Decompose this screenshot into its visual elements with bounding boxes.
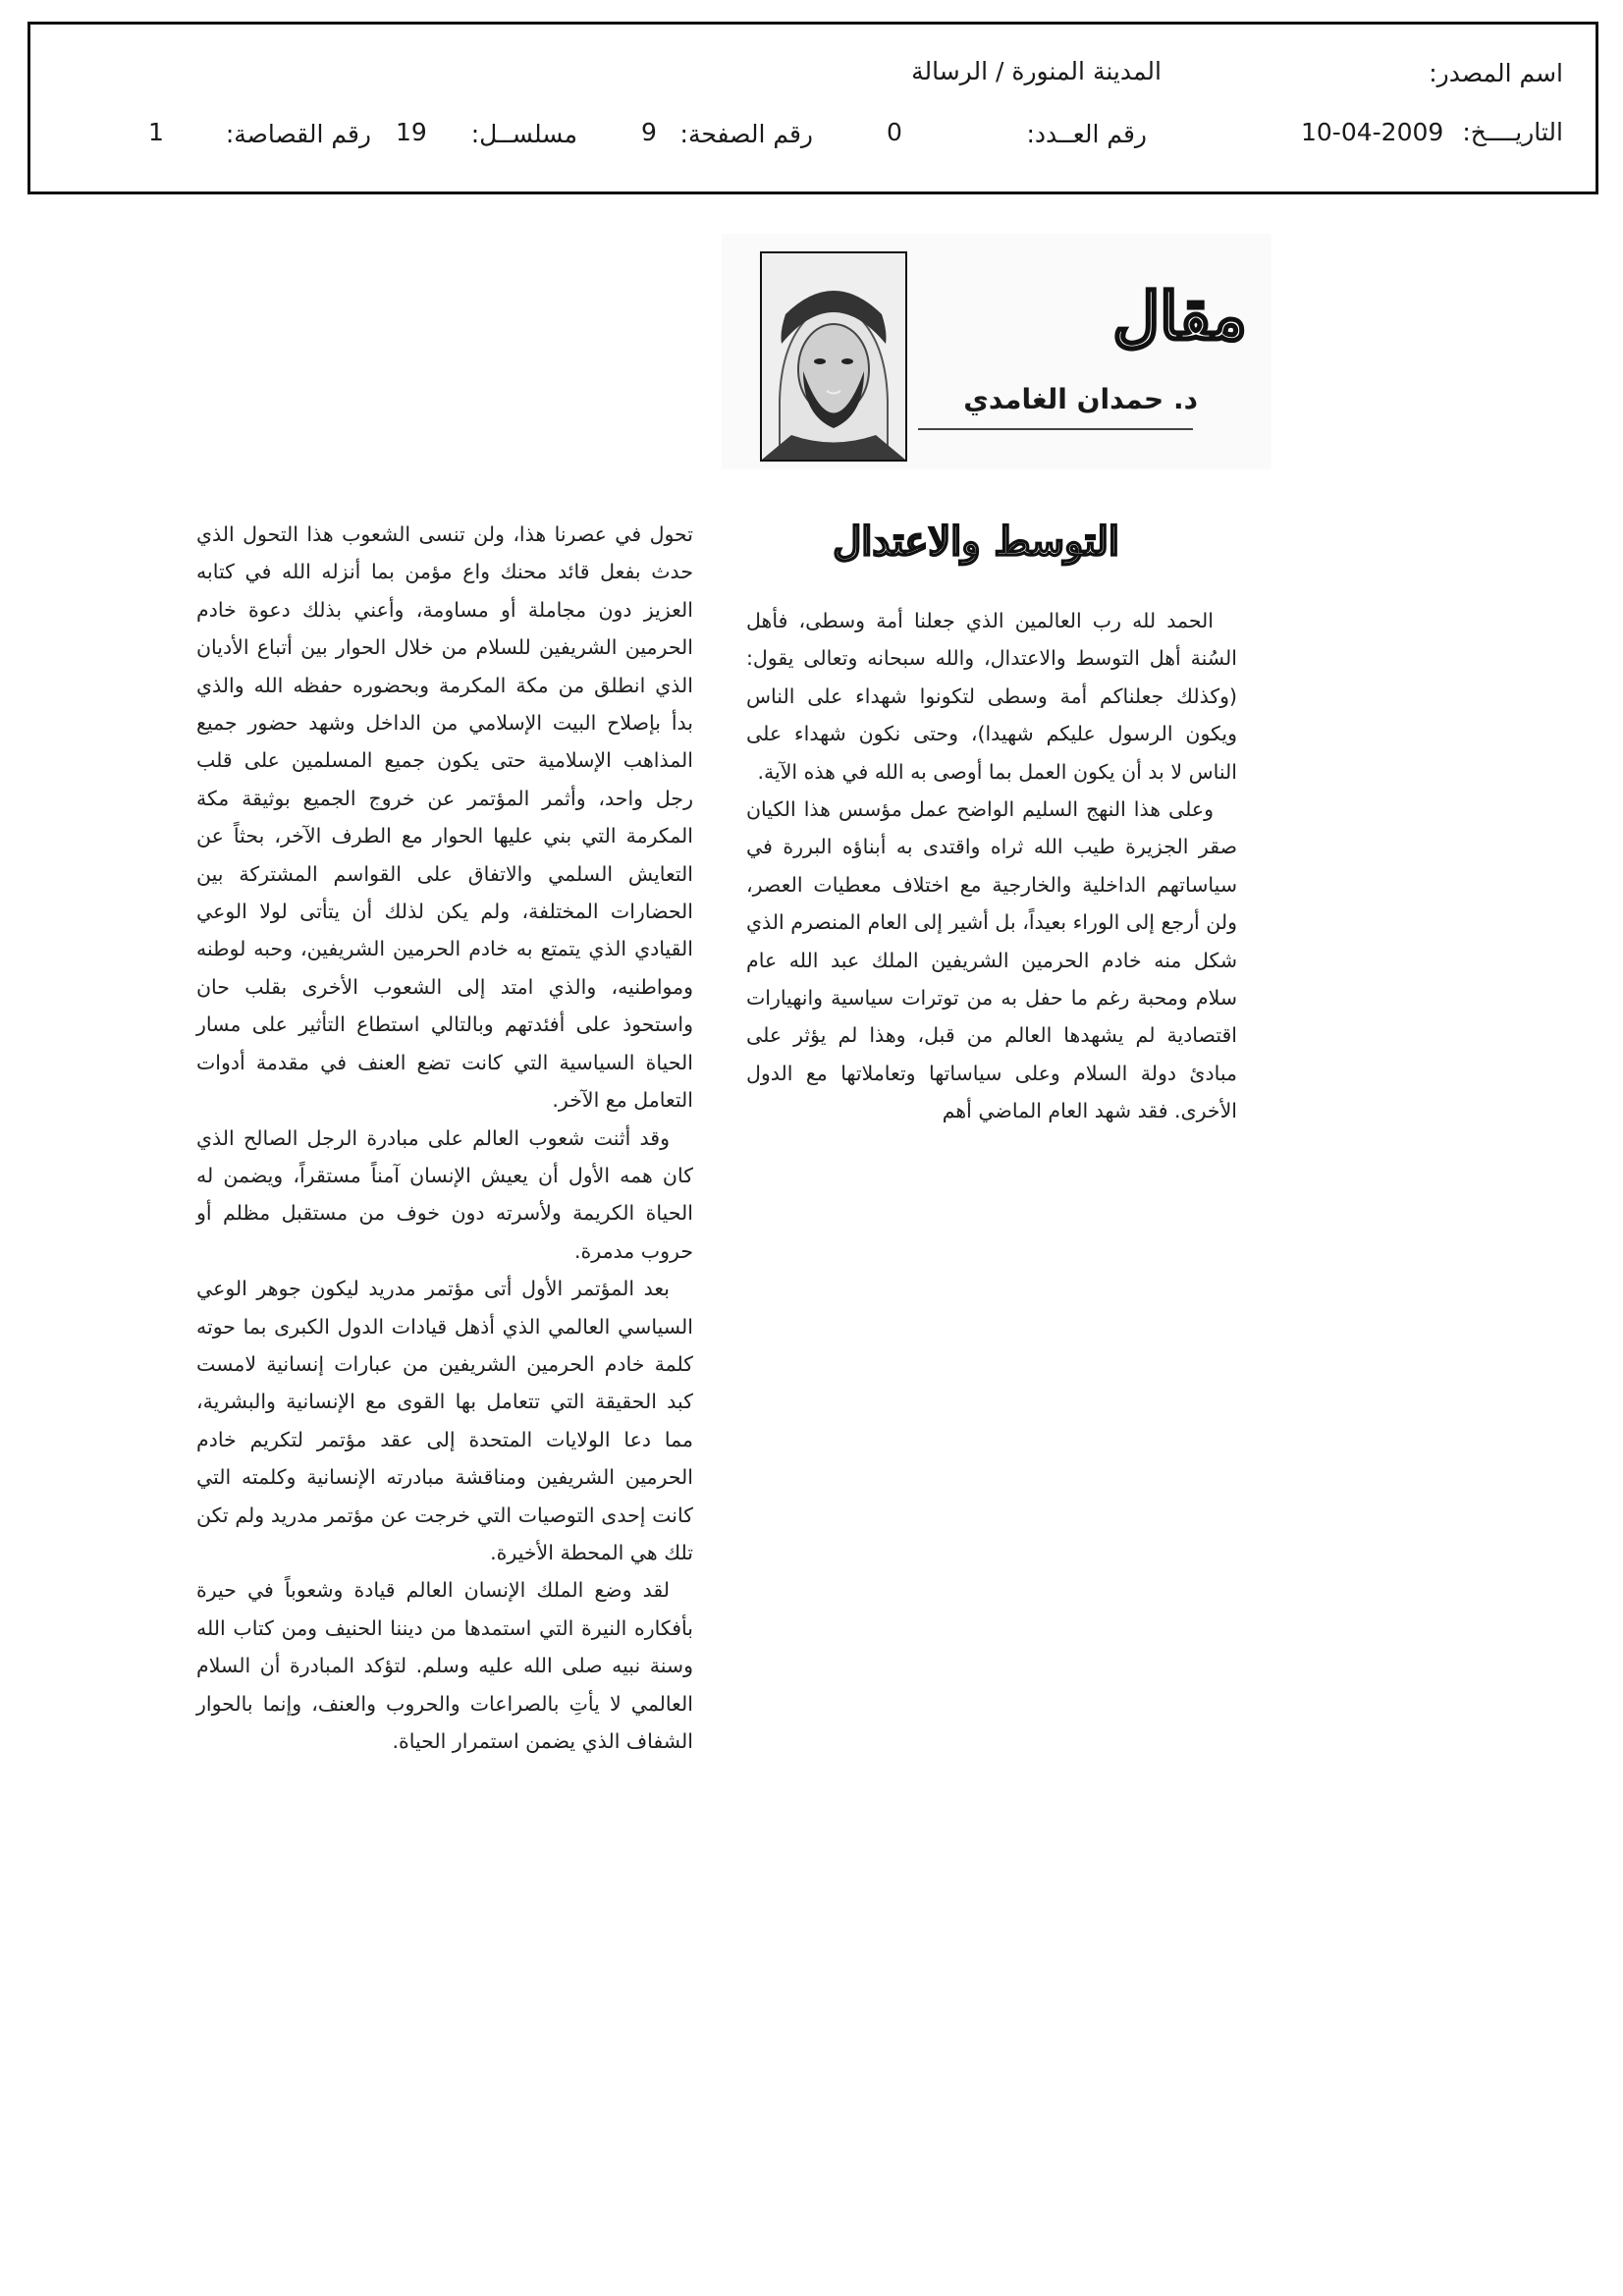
paragraph: لقد وضع الملك الإنسان العالم قيادة وشعوباً في حيرة بأفكاره النيرة التي استمدها من ديننا الحنيف ومن كتاب الله وسنة نبيه صلى الله عليه وسلم. لتؤكد المبادرة أن السلام العالمي لا يأتِ بالصراعات والحروب والعنف، وإنما بالحوار الشفاف الذي يضمن استمرار الحياة. [196,1578,693,1753]
column-logo: مقال [1112,278,1247,355]
source-value: المدينة المنورة / الرسالة [911,57,1162,85]
clip-value: 1 [148,118,164,146]
author-photo [760,251,907,462]
article-column-right [746,602,1237,1130]
paragraph: وقد أثنت شعوب العالم على مبادرة الرجل الصالح الذي كان همه الأول أن يعيش الإنسان آمناً مستقراً، ويضمن له الحياة الكريمة ولأسرته دون خوف من مستقبل مظلم أو حروب مدمرة. [196,1125,693,1263]
author-name: د. حمدان الغامدي [963,383,1198,415]
serial-label: مسلســل: [470,120,577,148]
paragraph: وعلى هذا النهج السليم الواضح عمل مؤسس هذا الكيان صقر الجزيرة طيب الله ثراه واقتدى به أبناؤه البررة في سياساتهم الداخلية والخارجية مع اختلاف معطيات العصر، ولن أرجع إلى الوراء بعيداً، بل أشير إلى العام المنصرم الذي شكل منه خادم الحرمين الشريفين الملك عبد الله عام سلام ومحبة رغم ما حفل به من توترات سياسية وانهيارات اقتصادية لم يشهدها العالم من قبل، وهذا لم يؤثر على مبادئ دولة السلام وعلى سياساتها وتعاملاتها مع الدول الأخرى. فقد شهد العام الماضي أهم [746,797,1237,1123]
author-divider [918,428,1193,430]
page-value: 9 [641,118,657,146]
clipping-header-box [27,22,1598,194]
article-title: التوسط والاعتدال [833,519,1119,565]
date-label: التاريــــخ: [1462,118,1563,146]
author-portrait-image [762,253,905,460]
issue-label: رقم العــدد: [1026,120,1147,148]
article-column-left [196,516,693,1760]
clip-label: رقم القصاصة: [225,120,371,148]
paragraph: تحول في عصرنا هذا، ولن تنسى الشعوب هذا التحول الذي حدث بفعل قائد محنك واع مؤمن بما أنزله الله في كتابه العزيز دون مجاملة أو مساومة، وأعني بذلك دعوة خادم الحرمين الشريفين للسلام من خلال الحوار بين أتباع الأديان الذي انطلق من مكة المكرمة وبحضوره حفظه الله والذي بدأ بإصلاح البيت الإسلامي من الداخل وشهد حضور جميع المذاهب الإسلامية حتى يكون جميع المسلمين على قلب رجل واحد، وأثمر المؤتمر عن خروج الجميع بوثيقة مكة المكرمة التي بني عليها الحوار مع الطرف الآخر، بحثاً عن التعايش السلمي والاتفاق على القواسم المشتركة بين الحضارات المختلفة، ولم يكن لذلك أن يتأتى لولا الوعي القيادي الذي يتمتع به خادم الحرمين الشريفين، وحبه لوطنه ومواطنيه، والذي امتد إلى الشعوب الأخرى بقلب حان واستحوذ على أفئدتهم وبالتالي استطاع التأثير على مسار الحياة السياسية التي كانت تضع العنف في مقدمة أدوات التعامل مع الآخر. [196,522,693,1113]
paragraph: بعد المؤتمر الأول أتى مؤتمر مدريد ليكون جوهر الوعي السياسي العالمي الذي أذهل قيادات الدول الكبرى بما حوته كلمة خادم الحرمين الشريفين من عبارات إنسانية لامست كبد الحقيقة التي تتعامل بها القوى مع الإنسانية والبشرية، مما دعا الولايات المتحدة إلى عقد مؤتمر لتكريم خادم الحرمين الشريفين ومناقشة مبادرته الإنسانية وكلمته التي كانت إحدى التوصيات التي خرجت عن مؤتمر مدريد ولم تكن تلك هي المحطة الأخيرة. [196,1277,693,1564]
issue-value: 0 [887,118,902,146]
paragraph: الحمد لله رب العالمين الذي جعلنا أمة وسطى، فأهل السُنة أهل التوسط والاعتدال، والله سبحانه وتعالى يقول: (وكذلك جعلناكم أمة وسطى لتكونوا شهداء على الناس ويكون الرسول عليكم شهيدا)، وحتى نكون شهداء على الناس لا بد أن يكون العمل بما أوصى به الله في هذه الآية. [746,609,1237,784]
source-label: اسم المصدر: [1429,59,1563,87]
page-label: رقم الصفحة: [679,120,813,148]
date-value: 10-04-2009 [1301,118,1444,146]
serial-value: 19 [396,118,427,146]
